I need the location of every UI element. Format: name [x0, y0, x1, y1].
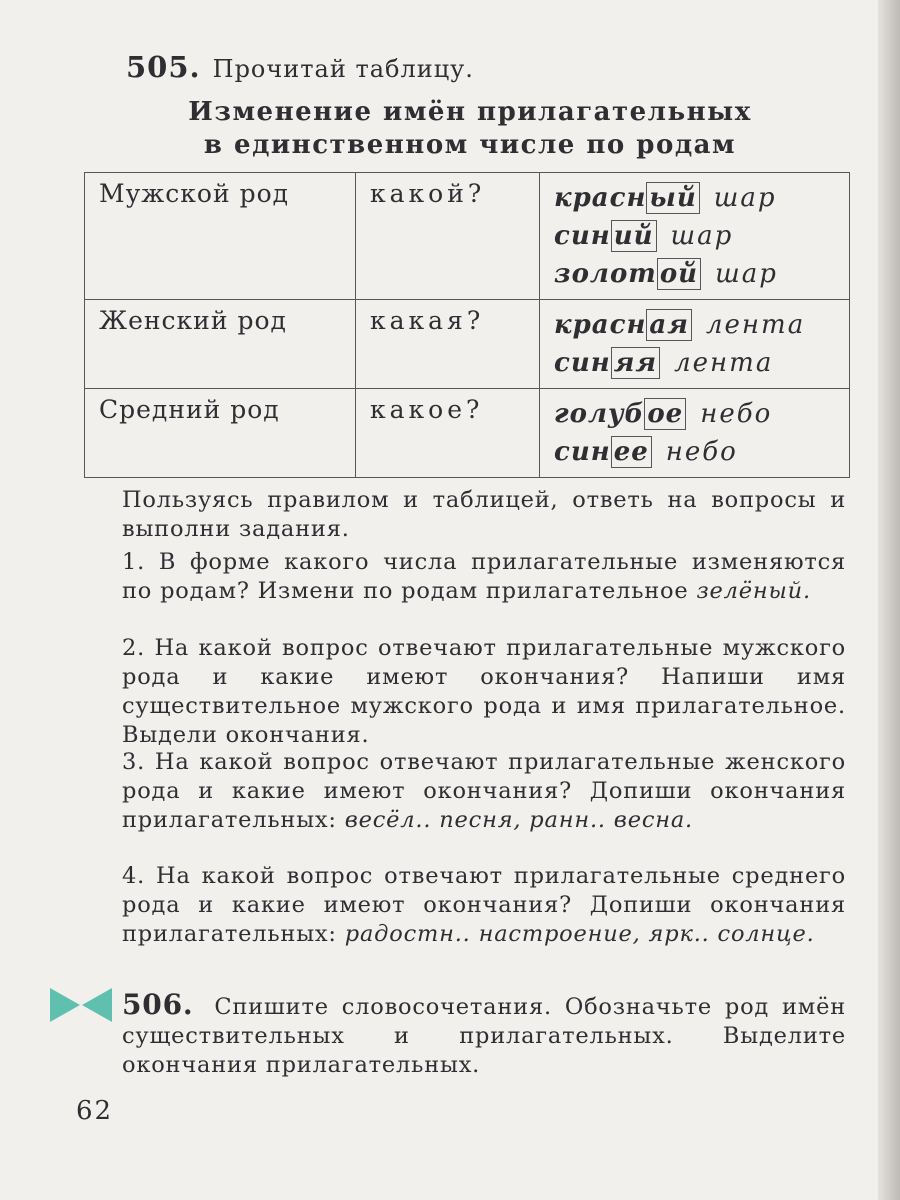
question-cell: какой? — [356, 173, 540, 300]
examples-cell — [540, 389, 850, 478]
adjective-stem: син — [554, 221, 611, 251]
adjective-ending: ой — [657, 258, 701, 290]
question-number: 1. — [122, 549, 146, 575]
examples-cell — [540, 300, 850, 389]
adjective-ending: ий — [611, 220, 657, 252]
adjective-ending: ое — [644, 398, 686, 430]
question-number: 4. — [122, 863, 146, 889]
adjective-stem: син — [554, 348, 611, 378]
example-phrase — [554, 255, 835, 293]
double-triangle-marker-icon — [50, 988, 112, 1022]
adjective-stem: син — [554, 437, 611, 467]
gender-table — [84, 172, 850, 478]
adjective-stem: красн — [554, 310, 647, 340]
question-text: На какой вопрос отвечают прилагательные мужского рода и какие имеют окончания? Напиши имя существительное мужского рода и имя прилагательное. Выдели окончания. — [122, 635, 846, 748]
exercise-number: 505. — [126, 50, 201, 84]
exercise-505-header — [126, 50, 474, 84]
adjective-ending: ый — [646, 182, 699, 214]
adjective-ending: ее — [611, 436, 652, 468]
adjective-ending: яя — [611, 347, 660, 379]
table-row — [85, 300, 850, 389]
question-number: 3. — [122, 749, 146, 775]
gender-cell: Средний род — [85, 389, 356, 478]
question-2 — [122, 634, 846, 750]
question-number: 2. — [122, 635, 146, 661]
example-phrase — [554, 344, 835, 382]
exercise-number: 506. — [122, 988, 194, 1021]
noun: лента — [705, 310, 806, 340]
question-example: радостн.. настроение, ярк.. солнце. — [344, 921, 815, 947]
question-1 — [122, 548, 846, 606]
exercise-506 — [122, 990, 846, 1080]
noun: лента — [674, 348, 774, 378]
page-number: 62 — [76, 1096, 114, 1126]
question-example: весёл.. песня, ранн.. весна. — [344, 807, 694, 833]
example-phrase — [554, 395, 835, 433]
noun: шар — [713, 183, 777, 213]
intro-text: Пользуясь правилом и таблицей, ответь на вопросы и выполни задания. — [122, 487, 846, 542]
page-edge — [878, 0, 900, 1200]
adjective-stem: голуб — [554, 399, 645, 429]
adjective-stem: красн — [554, 183, 647, 213]
adjective-ending: ая — [646, 309, 692, 341]
noun: шар — [715, 259, 778, 289]
noun: небо — [665, 437, 738, 467]
exercise-506-text: Спишите словосочетания. Обозначьте род имён существительных и прилагательных. Выделите окончания прилагательных. — [122, 994, 846, 1078]
table-row — [85, 173, 850, 300]
exercise-instruction: Прочитай таблицу. — [212, 55, 474, 83]
noun: шар — [670, 221, 734, 251]
title-line-2: в единственном числе по родам — [203, 130, 737, 160]
question-4 — [122, 862, 846, 949]
question-text: На какой вопрос отвечают прилагательные женского рода и какие имеют окончания? Допиши окончания прилагательных: — [122, 749, 846, 833]
example-phrase — [554, 306, 835, 344]
question-cell: какое? — [356, 389, 540, 478]
question-text: На какой вопрос отвечают прилагательные среднего рода и какие имеют окончания? Допиши окончания прилагательных: — [122, 863, 846, 947]
example-phrase — [554, 433, 835, 471]
question-3 — [122, 748, 846, 835]
question-example: зелёный. — [696, 578, 811, 604]
gender-cell: Мужской род — [85, 173, 356, 300]
noun: небо — [700, 399, 773, 429]
table-title — [120, 96, 820, 162]
question-text: В форме какого числа прилагательные изменяются по родам? Измени по родам прилагательное — [122, 549, 846, 604]
adjective-stem: золот — [554, 259, 657, 289]
example-phrase — [554, 179, 835, 217]
examples-cell — [540, 173, 850, 300]
title-line-1: Изменение имён прилагательных — [188, 97, 752, 127]
gender-cell: Женский род — [85, 300, 356, 389]
example-phrase — [554, 217, 835, 255]
question-cell: какая? — [356, 300, 540, 389]
table-row — [85, 389, 850, 478]
